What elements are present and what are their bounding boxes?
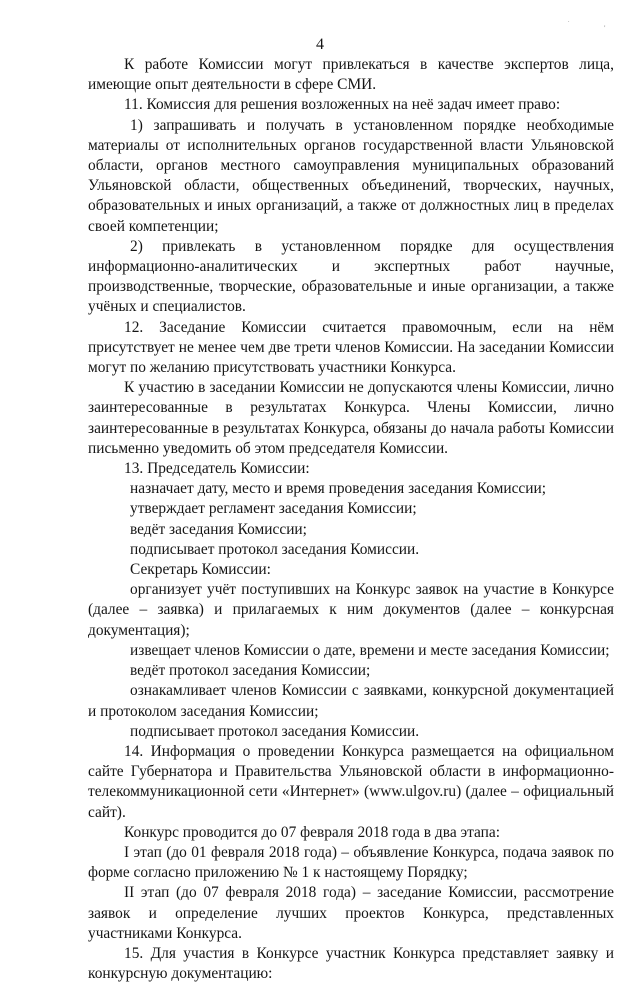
paragraph: 13. Председатель Комиссии: <box>124 460 310 478</box>
scan-speck: . <box>568 18 570 24</box>
paragraph: Конкурс проводится до 07 февраля 2018 года в два этапа: <box>124 823 500 841</box>
paragraph: 12. Заседание Комиссии считается правомочным, если на нём присутствует не менее чем две трети членов Комиссии. На заседании Комиссии могут по желанию присутствовать участники Конкурса. <box>88 318 614 377</box>
paragraph: 1) запрашивать и получать в установленном порядке необходимые материалы от исполнительных органов государственной власти Ульяновской области, органов местного самоуправления муниципальных образований Ульяновской области, общественных объединений, творческих, научных, образовательных и иных организаций, а также от должностных лиц в пределах своей компетенции; <box>88 116 614 235</box>
paragraph: ведёт заседания Комиссии; <box>130 520 307 538</box>
page-number: 4 <box>316 36 324 53</box>
paragraph: I этап (до 01 февраля 2018 года) – объявление Конкурса, подача заявок по форме согласно приложению № 1 к настоящему Порядку; <box>88 843 614 882</box>
paragraph: ознакамливает членов Комиссии с заявками, конкурсной документацией и протоколом заседания Комиссии; <box>88 682 614 720</box>
paragraph: утверждает регламент заседания Комиссии; <box>130 500 417 518</box>
paragraph: подписывает протокол заседания Комиссии. <box>130 722 420 740</box>
paragraph: организует учёт поступивших на Конкурс заявок на участие в Конкурсе (далее – заявка) и прилагаемых к ним документов (далее – конкурсная документация); <box>88 581 614 639</box>
paragraph: К работе Комиссии могут привлекаться в качестве экспертов лица, имеющие опыт деятельности в сфере СМИ. <box>88 56 614 94</box>
paragraph: 2) привлекать в установленном порядке для осуществления информационно-аналитических и экспертных работ научные, производственные, творческие, образовательные и иные организации, а также учёных и специалистов. <box>88 237 614 316</box>
paragraph: 11. Комиссия для решения возложенных на неё задач имеет право: <box>124 96 561 114</box>
paragraph: извещает членов Комиссии о дате, времени и месте заседания Комиссии; <box>130 641 610 659</box>
paragraph: II этап (до 07 февраля 2018 года) – заседание Комиссии, рассмотрение заявок и определение лучших проектов Конкурса, представленных участниками Конкурса. <box>88 884 614 942</box>
paragraph: 14. Информация о проведении Конкурса размещается на официальном сайте Губернатора и Правительства Ульяновской области в информационно-телекоммуникационной сети «Интернет» (www.ulgov.ru) (далее – официальный сайт). <box>88 742 614 821</box>
paragraph: Секретарь Комиссии: <box>130 561 271 579</box>
scan-speck: , <box>604 22 606 28</box>
paragraph: подписывает протокол заседания Комиссии. <box>130 540 420 558</box>
document-body <box>88 55 614 984</box>
paragraph: назначает дату, место и время проведения заседания Комиссии; <box>130 480 547 498</box>
paragraph: К участию в заседании Комиссии не допускаются члены Комиссии, лично заинтересованные в результатах Конкурса. Члены Комиссии, лично заинтересованные в результатах Конкурса, обязаны до начала работы Комиссии письменно уведомить об этом председателя Комиссии. <box>88 379 614 457</box>
paragraph: ведёт протокол заседания Комиссии; <box>130 662 371 680</box>
paragraph: 15. Для участия в Конкурсе участник Конкурса представляет заявку и конкурсную документацию: <box>88 944 614 983</box>
